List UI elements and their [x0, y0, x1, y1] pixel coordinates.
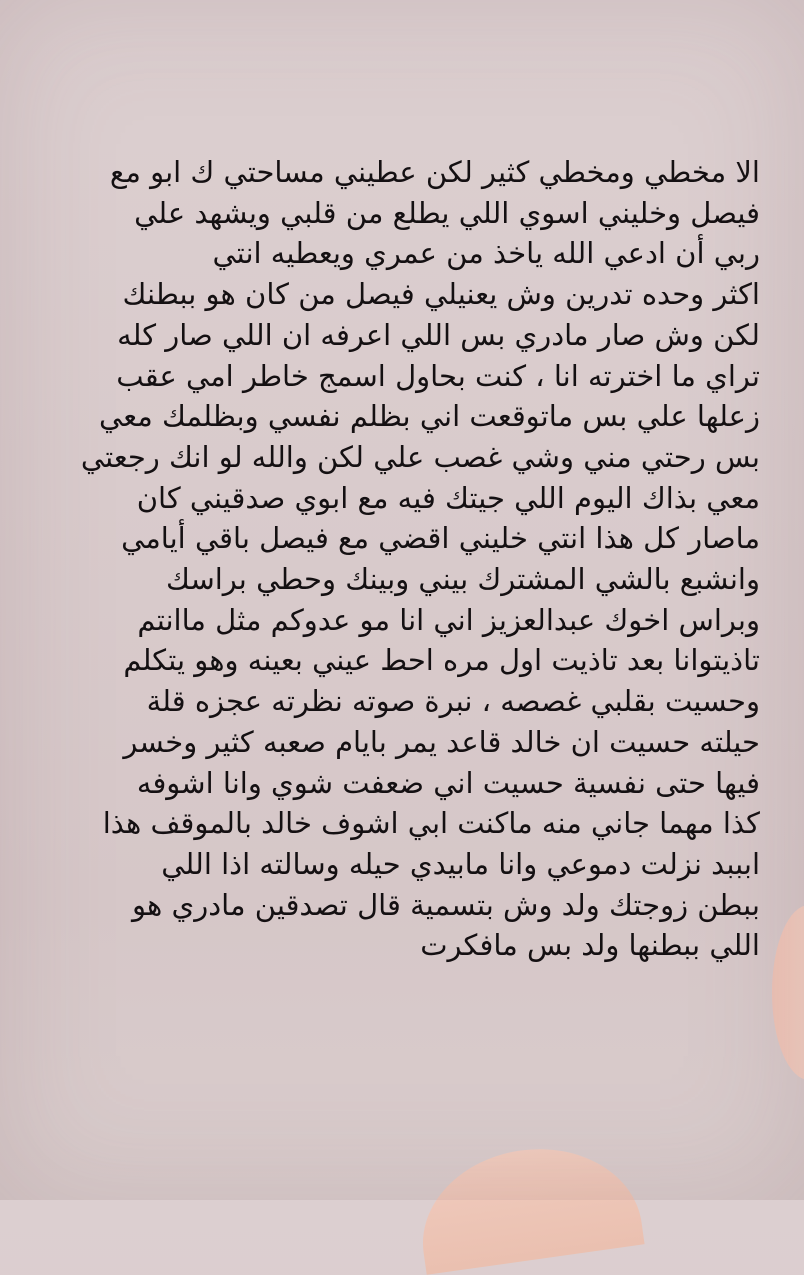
note-line-7: زعلها علي بس ماتوقعت اني بظلم نفسي وبظلمك معي — [99, 399, 760, 434]
note-line-1: الا مخطي ومخطي كثير لكن عطيني مساحتي ك ابو مع — [109, 155, 760, 189]
note-line-18: ابببد نزلت دموعي وانا مابيدي حيله وسالته اذا اللي — [161, 846, 760, 881]
note-line-19: ببطن زوجتك ولد وش بتسمية قال تصدقين مادري هو — [132, 887, 760, 922]
note-line-10: ماصار كل هذا انتي خليني اقضي مع فيصل باقي أيامي — [121, 521, 760, 556]
note-line-17: كذا مهما جاني منه ماكنت ابي اشوف خالد بالموقف هذا — [102, 806, 760, 841]
note-line-11: وانشبع بالشي المشترك بيني وبينك وحطي براسك — [166, 562, 760, 597]
note-line-14: وحسيت بقلبي غصصه ، نبرة صوته نظرته عجزه قلة — [146, 684, 760, 719]
note-line-9: معي بذاك اليوم اللي جيتك فيه مع ابوي صدقيني كان — [136, 480, 760, 515]
note-line-8: بس رحتي مني وشي غصب علي لكن والله لو انك رجعتي — [80, 439, 760, 474]
note-line-20: اللي ببطنها ولد بس مافكرت — [420, 928, 760, 963]
background-hand-image — [411, 1135, 644, 1275]
note-line-5: لكن وش صار مادري بس اللي اعرفه ان اللي صار كله — [117, 317, 760, 352]
note-line-3: ربي أن ادعي الله ياخذ من عمري ويعطيه انتي — [212, 236, 760, 271]
note-line-2: فيصل وخليني اسوي اللي يطلع من قلبي ويشهد علي — [134, 195, 760, 230]
note-line-16: فيها حتى نفسية حسيت اني ضعفت شوي وانا اشوفه — [136, 765, 760, 800]
background-arm-image — [772, 905, 804, 1080]
note-text-block — [56, 152, 760, 966]
note-line-13: تاذيتوانا بعد تاذيت اول مره احط عيني بعينه وهو يتكلم — [123, 643, 760, 678]
note-line-15: حيلته حسيت ان خالد قاعد يمر بايام صعبه كثير وخسر — [123, 724, 760, 759]
note-line-4: اكثر وحده تدرين وش يعنيلي فيصل من كان هو ببطنك — [122, 277, 760, 312]
note-line-6: تراي ما اخترته انا ، كنت بحاول اسمج خاطر امي عقب — [116, 358, 760, 393]
note-line-12: وبراس اخوك عبدالعزيز اني انا مو عدوكم مثل ماانتم — [137, 602, 760, 637]
